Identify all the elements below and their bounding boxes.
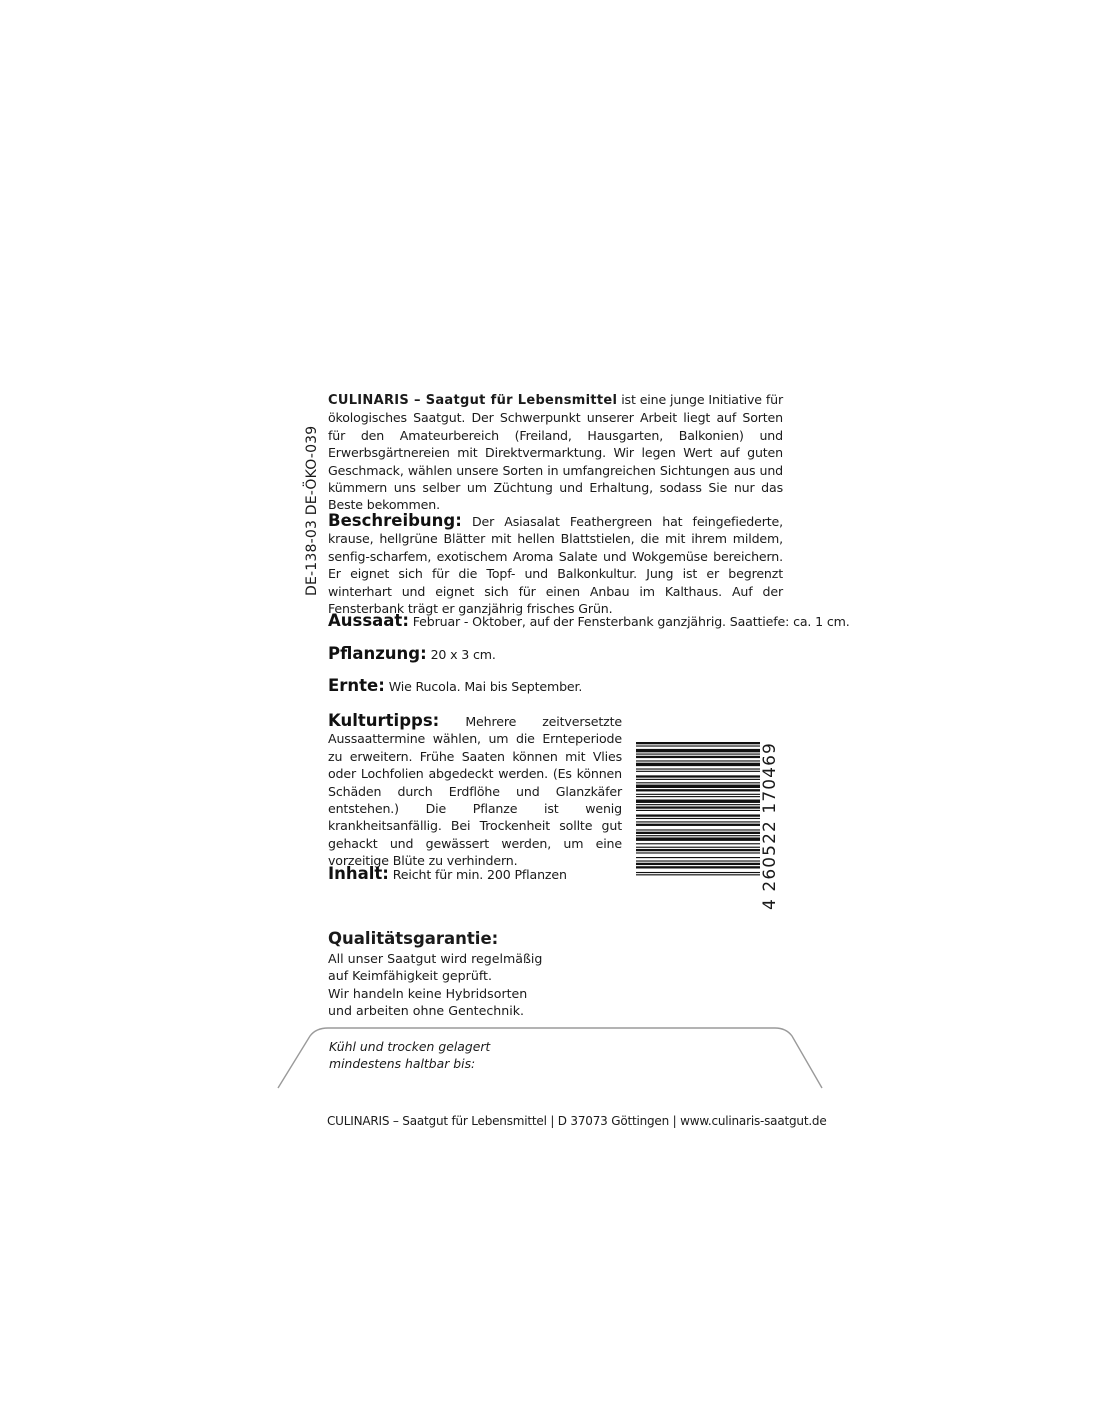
quality-line: All unser Saatgut wird regelmäßig — [328, 951, 543, 966]
intro-text: ist eine junge Initiative für ökologisches Saatgut. Der Schwerpunkt unserer Arbeit liegt auf Sorten für den Amateurbereich (Freiland, Hausgarten, Balkonien) und Erwerbsgärtnereien mit Direktvermarktung. Wir legen Wert auf guten Geschmack, wählen unsere Sorten in umfangreichen Sichtungen aus und kümmern uns selber um Züchtung und Erhaltung, sodass Sie nur das Beste bekommen. — [328, 392, 783, 513]
sowing-text: Februar - Oktober, auf der Fensterbank ganzjährig. Saattiefe: ca. 1 cm. — [408, 614, 850, 629]
harvest-text: Wie Rucola. Mai bis September. — [384, 679, 583, 694]
quality-line: auf Keimfähigkeit geprüft. — [328, 968, 492, 983]
contents-text: Reicht für min. 200 Pflanzen — [388, 867, 567, 882]
description-label: Beschreibung: — [328, 511, 462, 530]
planting-text: 20 x 3 cm. — [426, 647, 496, 662]
cultivation-tips-text: Mehrere zeitversetzte Aussaattermine wählen, um die Ernteperiode zu erweitern. Frühe Saaten können mit Vlies oder Lochfolien abgedeckt werden. (Es können Schäden durch Erdflöhe und Glanzkäfer entstehen.) Die Pflanze ist wenig krankheitsanfällig. Bei Trockenheit sollte gut gehackt und gewässert werden, um eine vorzeitige Blüte zu verhindern. — [328, 714, 622, 869]
planting-label: Pflanzung: — [328, 644, 427, 663]
barcode-digits: 4 260522 170469 — [760, 742, 780, 910]
quality-line: und arbeiten ohne Gentechnik. — [328, 1003, 525, 1018]
sowing-label: Aussaat: — [328, 611, 409, 630]
quality-guarantee-title: Qualitätsgarantie: — [328, 929, 499, 948]
storage-note-line: mindestens haltbar bis: — [329, 1056, 476, 1071]
cultivation-tips-label: Kulturtipps: — [328, 711, 440, 730]
footer-address: CULINARIS – Saatgut für Lebensmittel | D 37073 Göttingen | www.culinaris-saatgut.de — [327, 1114, 827, 1128]
description-text: Der Asiasalat Feathergreen hat feingefiederte, krause, hellgrüne Blätter mit hellen Blattstielen, die mit ihrem mildem, senfig-scharfem, exotischem Aroma Salate und Wokgemüse bereichern. Er eignet sich für die Topf- und Balkonkultur. Jung ist er begrenzt winterhart und eignet sich für einen Anbau im Kalthaus. Auf der Fensterbank trägt er ganzjährig frisches Grün. — [328, 514, 783, 617]
brand-name: CULINARIS – Saatgut für Lebensmittel — [328, 393, 618, 408]
contents-label: Inhalt: — [328, 864, 389, 883]
quality-line: Wir handeln keine Hybridsorten — [328, 986, 528, 1001]
storage-note-line: Kühl und trocken gelagert — [329, 1039, 491, 1054]
harvest-label: Ernte: — [328, 676, 385, 695]
certification-code: DE-138-03 DE-ÖKO-039 — [304, 425, 320, 596]
